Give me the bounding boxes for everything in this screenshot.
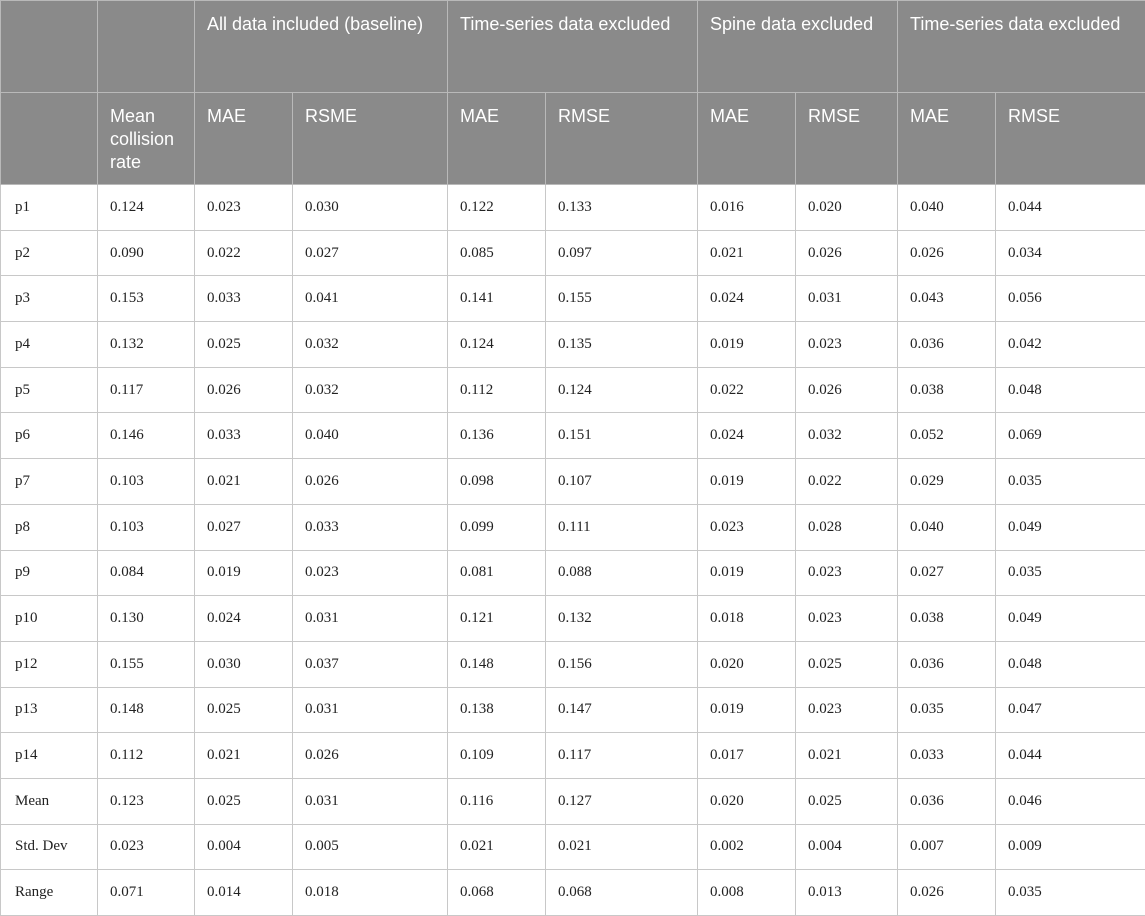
row-label: p14	[1, 733, 98, 779]
header-baseline-rsme: RSME	[293, 93, 448, 185]
table-row	[1, 641, 1145, 687]
cell-ts-excluded-rmse: 0.151	[546, 413, 698, 459]
cell-baseline-mae: 0.021	[195, 459, 293, 505]
cell-mean-collision-rate: 0.146	[98, 413, 195, 459]
cell-spine-excluded-rmse: 0.025	[796, 641, 898, 687]
cell-ts-excluded-rmse: 0.135	[546, 322, 698, 368]
cell-mean-collision-rate: 0.090	[98, 230, 195, 276]
cell-spine-excluded-mae: 0.019	[698, 687, 796, 733]
cell-spine-excluded-mae: 0.008	[698, 870, 796, 916]
cell-ts-excluded-2-mae: 0.036	[898, 322, 996, 368]
cell-baseline-rsme: 0.026	[293, 459, 448, 505]
cell-baseline-mae: 0.033	[195, 413, 293, 459]
row-label: p6	[1, 413, 98, 459]
cell-ts-excluded-mae: 0.136	[448, 413, 546, 459]
header-group-blank-2	[98, 1, 195, 93]
header-group-spine-excluded: Spine data excluded	[698, 1, 898, 93]
table-row	[1, 367, 1145, 413]
cell-baseline-rsme: 0.032	[293, 322, 448, 368]
cell-baseline-mae: 0.026	[195, 367, 293, 413]
cell-ts-excluded-2-mae: 0.036	[898, 778, 996, 824]
header-group-baseline: All data included (baseline)	[195, 1, 448, 93]
cell-spine-excluded-rmse: 0.023	[796, 550, 898, 596]
cell-ts-excluded-2-rmse: 0.046	[996, 778, 1145, 824]
cell-baseline-rsme: 0.030	[293, 185, 448, 231]
cell-spine-excluded-mae: 0.019	[698, 459, 796, 505]
cell-spine-excluded-mae: 0.016	[698, 185, 796, 231]
cell-ts-excluded-mae: 0.112	[448, 367, 546, 413]
header-group-row	[1, 1, 1145, 93]
cell-ts-excluded-mae: 0.021	[448, 824, 546, 870]
cell-baseline-rsme: 0.037	[293, 641, 448, 687]
cell-mean-collision-rate: 0.123	[98, 778, 195, 824]
header-spine-excluded-rmse: RMSE	[796, 93, 898, 185]
cell-ts-excluded-mae: 0.141	[448, 276, 546, 322]
cell-mean-collision-rate: 0.132	[98, 322, 195, 368]
table-row	[1, 504, 1145, 550]
cell-mean-collision-rate: 0.103	[98, 504, 195, 550]
cell-ts-excluded-mae: 0.085	[448, 230, 546, 276]
table-row	[1, 687, 1145, 733]
cell-spine-excluded-mae: 0.017	[698, 733, 796, 779]
cell-spine-excluded-rmse: 0.031	[796, 276, 898, 322]
cell-ts-excluded-2-rmse: 0.048	[996, 641, 1145, 687]
cell-ts-excluded-2-rmse: 0.047	[996, 687, 1145, 733]
cell-ts-excluded-rmse: 0.107	[546, 459, 698, 505]
table-row	[1, 459, 1145, 505]
table-row-summary-mean	[1, 778, 1145, 824]
row-label: p9	[1, 550, 98, 596]
cell-baseline-mae: 0.033	[195, 276, 293, 322]
table-body	[1, 185, 1145, 916]
header-group-time-series-excluded: Time-series data excluded	[448, 1, 698, 93]
cell-ts-excluded-2-mae: 0.038	[898, 596, 996, 642]
cell-mean-collision-rate: 0.153	[98, 276, 195, 322]
header-group-time-series-excluded-2: Time-series data excluded	[898, 1, 1145, 93]
cell-spine-excluded-mae: 0.024	[698, 276, 796, 322]
cell-ts-excluded-mae: 0.099	[448, 504, 546, 550]
cell-spine-excluded-mae: 0.022	[698, 367, 796, 413]
row-label: p8	[1, 504, 98, 550]
cell-ts-excluded-2-mae: 0.040	[898, 185, 996, 231]
cell-spine-excluded-rmse: 0.032	[796, 413, 898, 459]
cell-baseline-rsme: 0.031	[293, 687, 448, 733]
cell-mean-collision-rate: 0.124	[98, 185, 195, 231]
cell-ts-excluded-rmse: 0.127	[546, 778, 698, 824]
cell-ts-excluded-2-mae: 0.043	[898, 276, 996, 322]
table-row	[1, 322, 1145, 368]
cell-spine-excluded-rmse: 0.013	[796, 870, 898, 916]
row-label: p10	[1, 596, 98, 642]
cell-baseline-mae: 0.022	[195, 230, 293, 276]
cell-ts-excluded-rmse: 0.117	[546, 733, 698, 779]
cell-mean-collision-rate: 0.071	[98, 870, 195, 916]
row-label: p4	[1, 322, 98, 368]
cell-ts-excluded-2-rmse: 0.048	[996, 367, 1145, 413]
cell-baseline-mae: 0.023	[195, 185, 293, 231]
cell-ts-excluded-rmse: 0.124	[546, 367, 698, 413]
cell-baseline-rsme: 0.031	[293, 778, 448, 824]
cell-ts-excluded-rmse: 0.132	[546, 596, 698, 642]
cell-ts-excluded-mae: 0.098	[448, 459, 546, 505]
cell-ts-excluded-mae: 0.116	[448, 778, 546, 824]
cell-ts-excluded-2-mae: 0.007	[898, 824, 996, 870]
cell-spine-excluded-mae: 0.020	[698, 778, 796, 824]
row-label: p7	[1, 459, 98, 505]
cell-ts-excluded-2-rmse: 0.044	[996, 185, 1145, 231]
header-ts-excluded-mae: MAE	[448, 93, 546, 185]
cell-spine-excluded-rmse: 0.021	[796, 733, 898, 779]
row-label: p2	[1, 230, 98, 276]
cell-ts-excluded-rmse: 0.156	[546, 641, 698, 687]
cell-baseline-rsme: 0.032	[293, 367, 448, 413]
table-row-summary-std-dev	[1, 824, 1145, 870]
cell-ts-excluded-2-rmse: 0.035	[996, 870, 1145, 916]
cell-baseline-mae: 0.025	[195, 687, 293, 733]
cell-ts-excluded-2-rmse: 0.049	[996, 596, 1145, 642]
cell-ts-excluded-2-rmse: 0.035	[996, 459, 1145, 505]
cell-spine-excluded-rmse: 0.025	[796, 778, 898, 824]
cell-baseline-mae: 0.027	[195, 504, 293, 550]
cell-baseline-mae: 0.004	[195, 824, 293, 870]
cell-baseline-rsme: 0.026	[293, 733, 448, 779]
cell-spine-excluded-mae: 0.019	[698, 322, 796, 368]
cell-baseline-rsme: 0.041	[293, 276, 448, 322]
cell-ts-excluded-2-mae: 0.052	[898, 413, 996, 459]
cell-spine-excluded-rmse: 0.026	[796, 367, 898, 413]
table-row	[1, 733, 1145, 779]
cell-ts-excluded-mae: 0.068	[448, 870, 546, 916]
cell-spine-excluded-mae: 0.002	[698, 824, 796, 870]
cell-ts-excluded-rmse: 0.147	[546, 687, 698, 733]
cell-ts-excluded-mae: 0.138	[448, 687, 546, 733]
table-row	[1, 550, 1145, 596]
cell-baseline-rsme: 0.005	[293, 824, 448, 870]
cell-spine-excluded-rmse: 0.023	[796, 596, 898, 642]
cell-ts-excluded-2-mae: 0.036	[898, 641, 996, 687]
cell-ts-excluded-2-rmse: 0.035	[996, 550, 1145, 596]
table-row	[1, 185, 1145, 231]
cell-baseline-rsme: 0.027	[293, 230, 448, 276]
table-row	[1, 230, 1145, 276]
table-row	[1, 413, 1145, 459]
cell-ts-excluded-rmse: 0.021	[546, 824, 698, 870]
cell-ts-excluded-rmse: 0.068	[546, 870, 698, 916]
cell-mean-collision-rate: 0.023	[98, 824, 195, 870]
cell-ts-excluded-2-mae: 0.029	[898, 459, 996, 505]
row-label: Std. Dev	[1, 824, 98, 870]
cell-baseline-rsme: 0.031	[293, 596, 448, 642]
cell-baseline-rsme: 0.018	[293, 870, 448, 916]
header-mean-collision-rate: Mean collision rate	[98, 93, 195, 185]
header-ts-excluded-2-mae: MAE	[898, 93, 996, 185]
cell-spine-excluded-mae: 0.018	[698, 596, 796, 642]
cell-mean-collision-rate: 0.084	[98, 550, 195, 596]
cell-ts-excluded-rmse: 0.133	[546, 185, 698, 231]
cell-ts-excluded-2-mae: 0.026	[898, 870, 996, 916]
cell-ts-excluded-mae: 0.124	[448, 322, 546, 368]
cell-ts-excluded-2-rmse: 0.044	[996, 733, 1145, 779]
row-label: p1	[1, 185, 98, 231]
cell-spine-excluded-rmse: 0.026	[796, 230, 898, 276]
table-row	[1, 276, 1145, 322]
row-label: p3	[1, 276, 98, 322]
header-ts-excluded-2-rmse: RMSE	[996, 93, 1145, 185]
cell-baseline-rsme: 0.040	[293, 413, 448, 459]
cell-ts-excluded-2-rmse: 0.049	[996, 504, 1145, 550]
row-label: p5	[1, 367, 98, 413]
table-header	[1, 1, 1145, 185]
row-label: Range	[1, 870, 98, 916]
row-label: p13	[1, 687, 98, 733]
cell-spine-excluded-rmse: 0.023	[796, 687, 898, 733]
cell-ts-excluded-2-rmse: 0.009	[996, 824, 1145, 870]
cell-ts-excluded-2-mae: 0.040	[898, 504, 996, 550]
cell-ts-excluded-2-rmse: 0.056	[996, 276, 1145, 322]
cell-ts-excluded-2-rmse: 0.069	[996, 413, 1145, 459]
cell-baseline-mae: 0.021	[195, 733, 293, 779]
cell-spine-excluded-mae: 0.019	[698, 550, 796, 596]
cell-mean-collision-rate: 0.112	[98, 733, 195, 779]
cell-ts-excluded-mae: 0.081	[448, 550, 546, 596]
cell-ts-excluded-rmse: 0.111	[546, 504, 698, 550]
cell-ts-excluded-2-mae: 0.026	[898, 230, 996, 276]
cell-baseline-mae: 0.014	[195, 870, 293, 916]
cell-baseline-mae: 0.019	[195, 550, 293, 596]
cell-ts-excluded-mae: 0.122	[448, 185, 546, 231]
row-label: Mean	[1, 778, 98, 824]
cell-ts-excluded-2-mae: 0.027	[898, 550, 996, 596]
cell-baseline-mae: 0.024	[195, 596, 293, 642]
cell-ts-excluded-2-rmse: 0.042	[996, 322, 1145, 368]
cell-spine-excluded-rmse: 0.022	[796, 459, 898, 505]
cell-ts-excluded-mae: 0.121	[448, 596, 546, 642]
header-spine-excluded-mae: MAE	[698, 93, 796, 185]
cell-spine-excluded-mae: 0.024	[698, 413, 796, 459]
cell-mean-collision-rate: 0.117	[98, 367, 195, 413]
header-ts-excluded-rmse: RMSE	[546, 93, 698, 185]
header-metric-row	[1, 93, 1145, 185]
cell-mean-collision-rate: 0.148	[98, 687, 195, 733]
cell-spine-excluded-mae: 0.020	[698, 641, 796, 687]
cell-spine-excluded-mae: 0.023	[698, 504, 796, 550]
cell-ts-excluded-rmse: 0.097	[546, 230, 698, 276]
cell-mean-collision-rate: 0.155	[98, 641, 195, 687]
cell-ts-excluded-2-mae: 0.038	[898, 367, 996, 413]
cell-spine-excluded-rmse: 0.028	[796, 504, 898, 550]
table-row-summary-range	[1, 870, 1145, 916]
cell-mean-collision-rate: 0.130	[98, 596, 195, 642]
cell-ts-excluded-mae: 0.109	[448, 733, 546, 779]
cell-ts-excluded-rmse: 0.155	[546, 276, 698, 322]
cell-spine-excluded-rmse: 0.004	[796, 824, 898, 870]
cell-ts-excluded-rmse: 0.088	[546, 550, 698, 596]
cell-spine-excluded-rmse: 0.023	[796, 322, 898, 368]
cell-spine-excluded-rmse: 0.020	[796, 185, 898, 231]
table-row	[1, 596, 1145, 642]
cell-mean-collision-rate: 0.103	[98, 459, 195, 505]
cell-baseline-rsme: 0.023	[293, 550, 448, 596]
cell-baseline-mae: 0.025	[195, 778, 293, 824]
cell-ts-excluded-2-rmse: 0.034	[996, 230, 1145, 276]
header-baseline-mae: MAE	[195, 93, 293, 185]
cell-spine-excluded-mae: 0.021	[698, 230, 796, 276]
row-label: p12	[1, 641, 98, 687]
cell-ts-excluded-mae: 0.148	[448, 641, 546, 687]
cell-baseline-mae: 0.025	[195, 322, 293, 368]
cell-baseline-rsme: 0.033	[293, 504, 448, 550]
cell-ts-excluded-2-mae: 0.035	[898, 687, 996, 733]
cell-ts-excluded-2-mae: 0.033	[898, 733, 996, 779]
header-metric-blank	[1, 93, 98, 185]
header-group-blank	[1, 1, 98, 93]
cell-baseline-mae: 0.030	[195, 641, 293, 687]
